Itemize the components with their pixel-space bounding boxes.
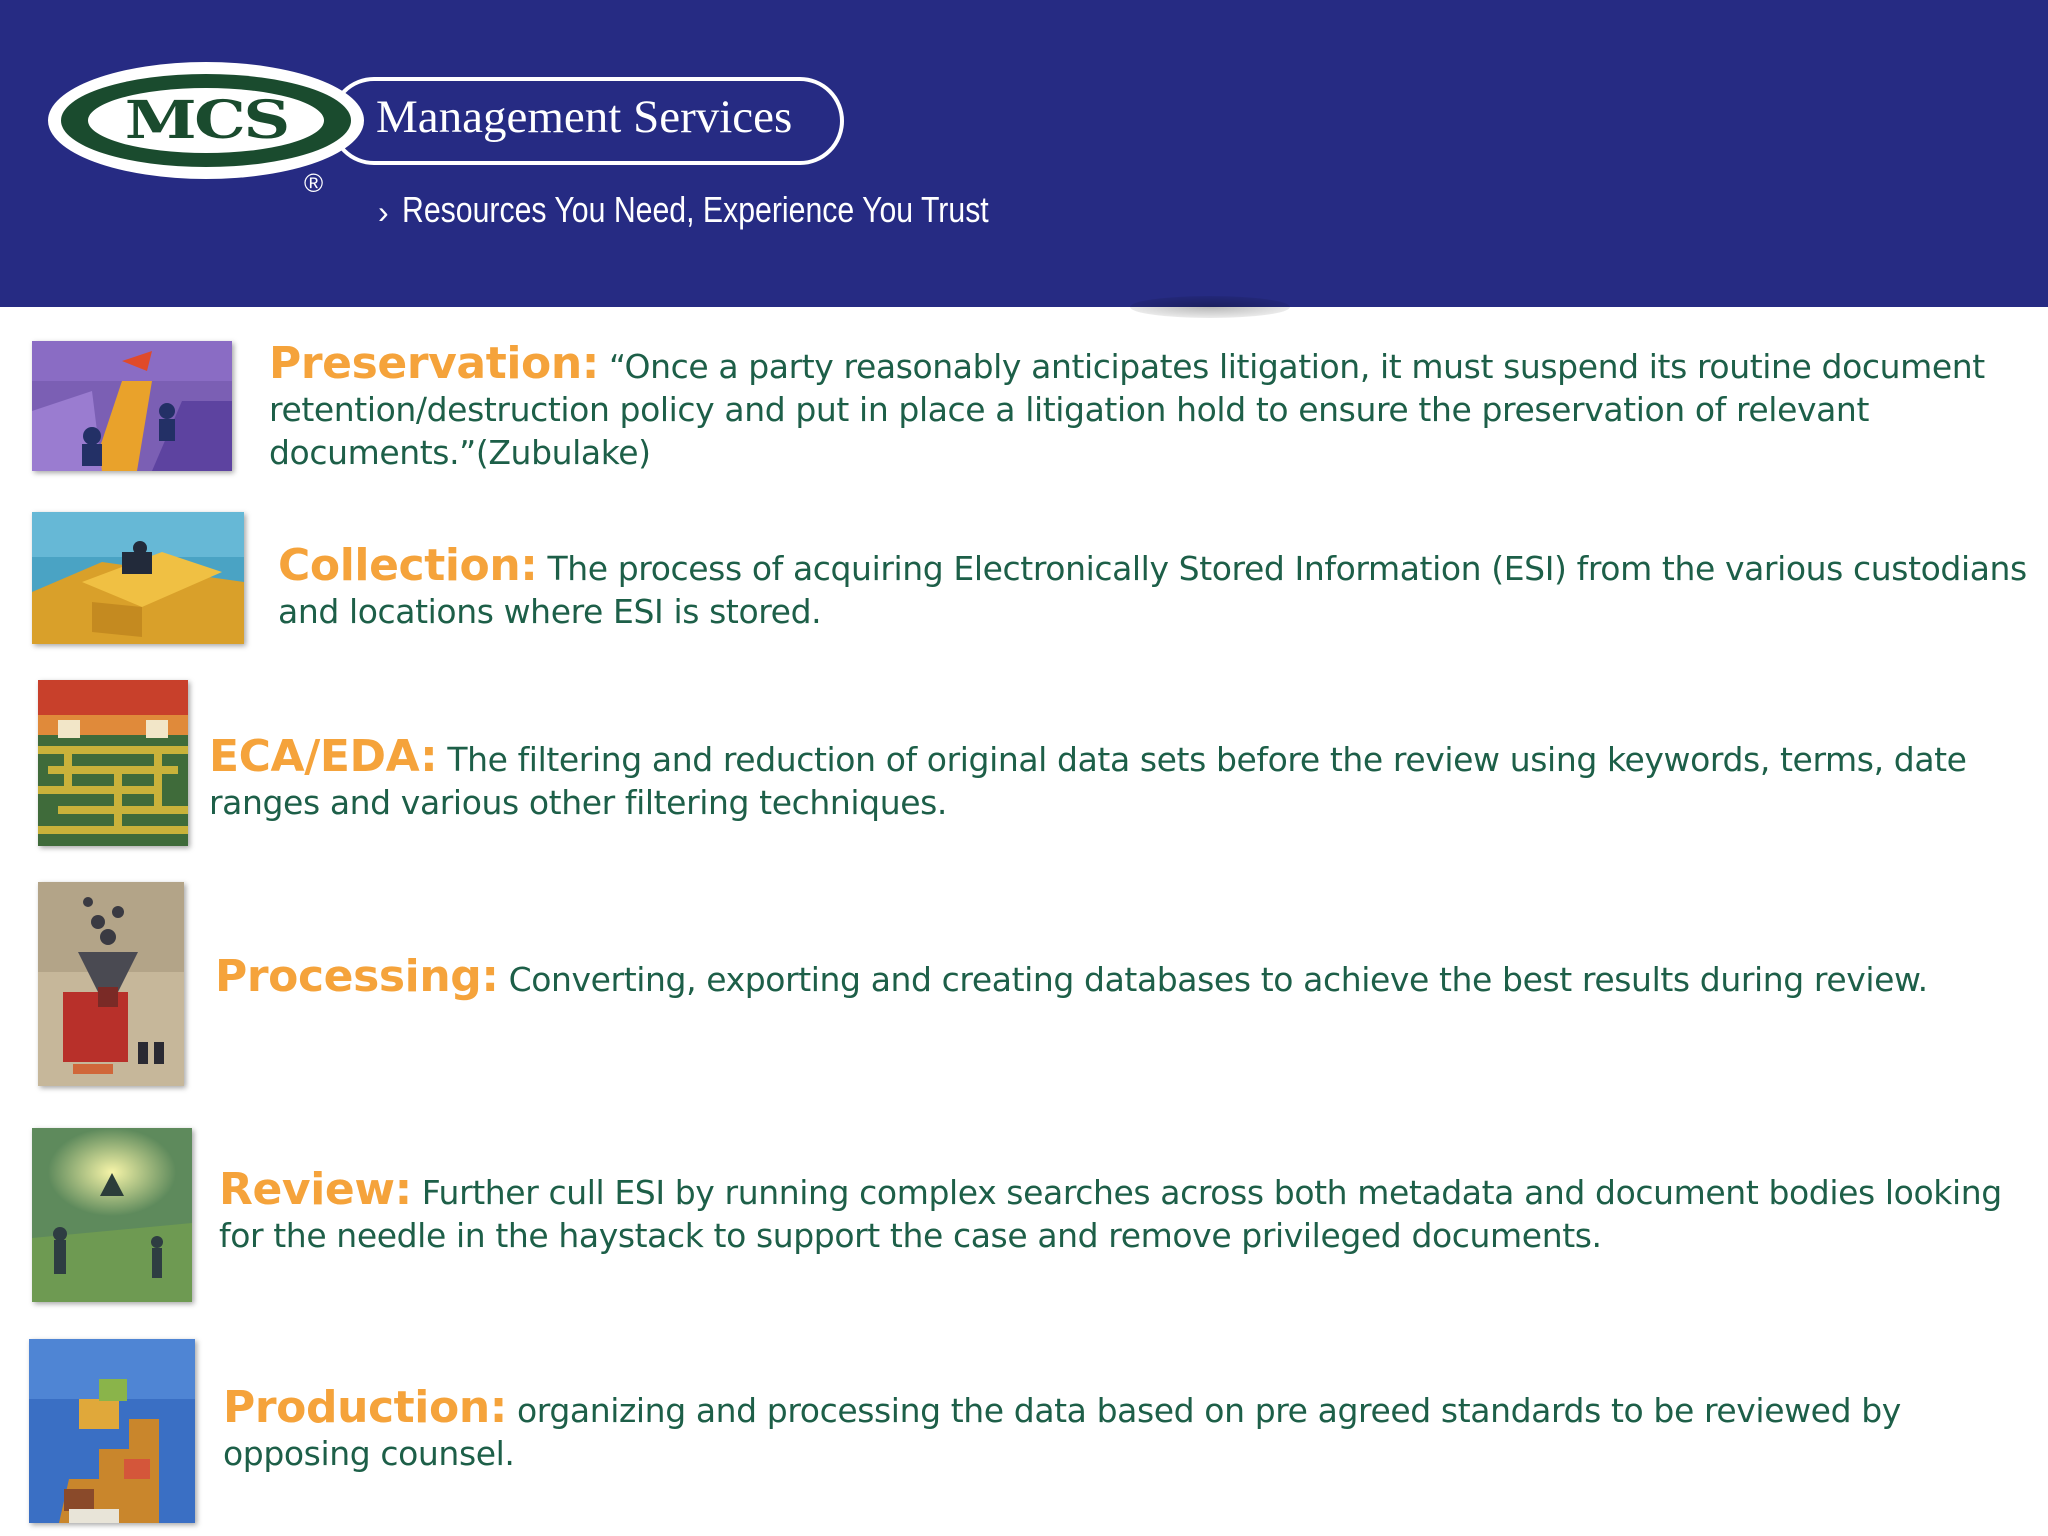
stage-description: Converting, exporting and creating databases to achieve the best results during review. xyxy=(508,960,1928,999)
eca-eda-image xyxy=(38,680,188,846)
mcs-logo xyxy=(48,62,364,179)
chevron-right-icon: › xyxy=(378,194,389,230)
production-image xyxy=(29,1339,195,1523)
stage-eca-eda xyxy=(209,731,2029,824)
processing-image xyxy=(38,882,184,1086)
company-name: Management Services xyxy=(376,91,793,143)
stage-production xyxy=(223,1382,2023,1475)
stage-processing xyxy=(215,951,2035,1002)
review-image xyxy=(32,1128,192,1302)
stage-title: Review: xyxy=(219,1164,412,1215)
stage-title: Processing: xyxy=(215,951,499,1002)
stage-title: Production: xyxy=(223,1382,507,1433)
stage-description: The filtering and reduction of original data sets before the review using keywords, terms, date ranges and various other filtering techniques. xyxy=(209,740,1967,822)
registered-mark: ® xyxy=(304,168,324,198)
header-banner xyxy=(0,0,2048,307)
collection-image xyxy=(32,512,244,644)
stage-review xyxy=(219,1164,2019,1257)
stage-title: ECA/EDA: xyxy=(209,731,438,782)
tagline: Resources You Need, Experience You Trust xyxy=(402,189,989,230)
stage-description: The process of acquiring Electronically Stored Information (ESI) from the various custodians and locations where ESI is stored. xyxy=(278,549,2027,631)
stage-collection xyxy=(278,540,2028,633)
logo-mark-text: MCS xyxy=(124,90,288,151)
stage-description: Further cull ESI by running complex searches across both metadata and document bodies looking for the needle in the haystack to support the case and remove privileged documents. xyxy=(219,1173,2002,1255)
stage-description: organizing and processing the data based on pre agreed standards to be reviewed by opposing counsel. xyxy=(223,1391,1901,1473)
header-shadow xyxy=(1130,296,1290,318)
stage-title: Preservation: xyxy=(269,338,599,389)
stage-description: “Once a party reasonably anticipates litigation, it must suspend its routine document retention/destruction policy and put in place a litigation hold to ensure the preservation of relevant documents.”(Zubulake) xyxy=(269,347,1985,472)
preservation-image xyxy=(32,341,232,471)
stage-preservation xyxy=(269,338,2039,474)
stage-title: Collection: xyxy=(278,540,538,591)
